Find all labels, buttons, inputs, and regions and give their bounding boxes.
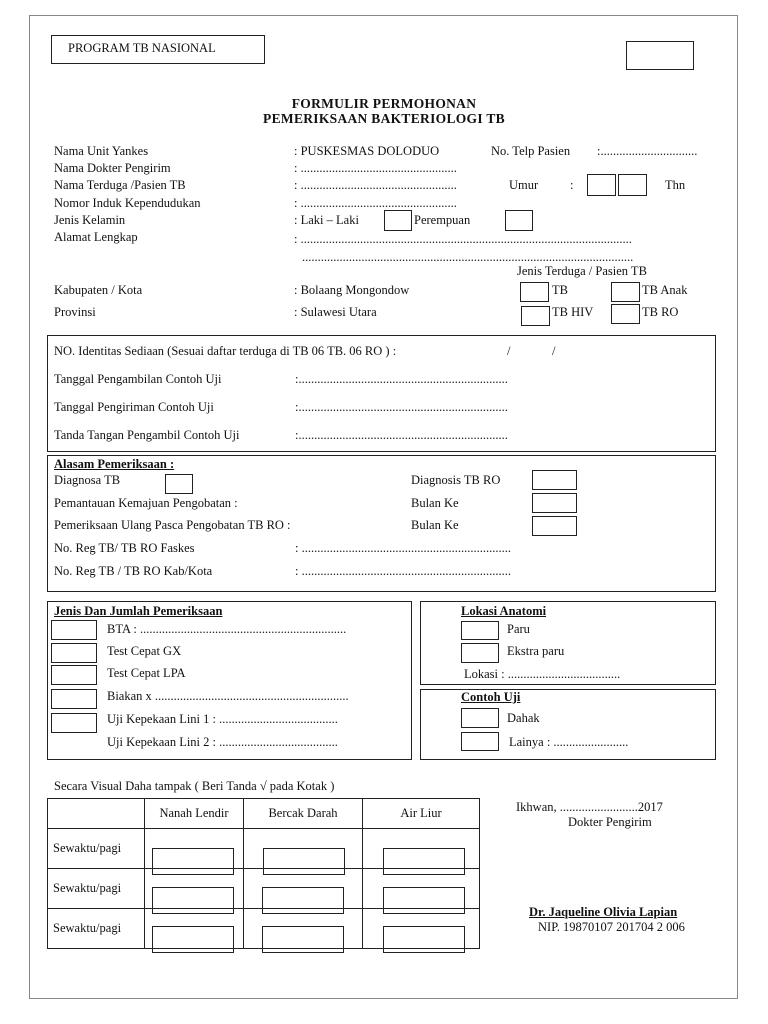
visual-caption: Secara Visual Daha tampak ( Beri Tanda √ pada Kotak ) [54, 779, 335, 793]
lainya-checkbox[interactable] [461, 732, 499, 751]
tb-anak-label: TB Anak [642, 283, 688, 297]
no-identitas-label: NO. Identitas Sediaan (Sesuai daftar terduga di TB 06 TB. 06 RO ) : [54, 344, 397, 358]
visual-checkbox-r3-nanah[interactable] [152, 926, 234, 953]
no-identitas-slash-2: / [552, 344, 556, 358]
umur-box-2[interactable] [618, 174, 647, 196]
visual-col-bercak: Bercak Darah [244, 799, 363, 829]
bulan-ke-2-box[interactable] [532, 516, 577, 536]
prov-value: : Sulawesi Utara [294, 305, 377, 319]
bulan-ke-1-label: Bulan Ke [411, 496, 459, 510]
biakan-checkbox[interactable] [51, 689, 97, 709]
jk-laki-label: : Laki – Laki [294, 213, 359, 227]
diagnosa-tb-label: Diagnosa TB [54, 473, 121, 487]
alasan-heading: Alasam Pemeriksaan : [54, 457, 175, 471]
jk-perempuan-checkbox[interactable] [505, 210, 533, 231]
tgl-kirim-label: Tanggal Pengiriman Contoh Uji [54, 400, 214, 414]
reg-faskes-label: No. Reg TB/ TB RO Faskes [54, 541, 195, 555]
tb-hiv-label: TB HIV [552, 305, 594, 319]
ttd-label: Tanda Tangan Pengambil Contoh Uji [54, 428, 240, 442]
paru-checkbox[interactable] [461, 621, 499, 640]
jk-label: Jenis Kelamin [54, 213, 126, 227]
bulan-ke-1-box[interactable] [532, 493, 577, 513]
diagnosis-tb-ro-label: Diagnosis TB RO [411, 473, 501, 487]
visual-checkbox-r1-air[interactable] [383, 848, 465, 875]
visual-row-label-1: Sewaktu/pagi [48, 829, 145, 869]
visual-corner-cell [48, 799, 145, 829]
alamat-field-line2[interactable]: .......................................................................................................... [302, 250, 634, 264]
kab-value: : Bolaang Mongondow [294, 283, 410, 297]
tgl-kirim-field[interactable]: :................................................................... [295, 400, 508, 414]
visual-checkbox-r2-air[interactable] [383, 887, 465, 914]
paru-label: Paru [507, 622, 530, 636]
visual-col-nanah: Nanah Lendir [145, 799, 244, 829]
dokter-label: Nama Dokter Pengirim [54, 161, 171, 175]
visual-checkbox-r1-bercak[interactable] [263, 848, 345, 875]
reg-kab-field[interactable]: : ................................................................... [295, 564, 511, 578]
telp-field[interactable]: :............................... [597, 144, 698, 158]
lpa-label: Test Cepat LPA [107, 666, 186, 680]
ulang-label: Pemeriksaan Ulang Pasca Pengobatan TB RO : [54, 518, 291, 532]
tb-checkbox[interactable] [520, 282, 549, 302]
pasien-label: Nama Terduga /Pasien TB [54, 178, 186, 192]
visual-checkbox-r3-bercak[interactable] [262, 926, 344, 953]
lainya-label: Lainya : ........................ [509, 735, 629, 749]
telp-label: No. Telp Pasien [491, 144, 571, 158]
tb-ro-label: TB RO [642, 305, 679, 319]
reg-kab-label: No. Reg TB / TB RO Kab/Kota [54, 564, 213, 578]
jk-perempuan-label: Perempuan [414, 213, 471, 227]
dahak-label: Dahak [507, 711, 540, 725]
diagnosa-tb-checkbox[interactable] [165, 474, 193, 494]
nik-field[interactable]: : .................................................. [294, 196, 457, 210]
jenis-heading: Jenis Dan Jumlah Pemeriksaan [54, 604, 223, 618]
ekstra-paru-checkbox[interactable] [461, 643, 499, 663]
form-number-box[interactable] [626, 41, 694, 70]
prov-label: Provinsi [54, 305, 96, 319]
unit-value: : PUSKESMAS DOLODUO [294, 144, 440, 158]
bta-label: BTA : .................................................................. [107, 622, 347, 636]
jk-laki-checkbox[interactable] [384, 210, 412, 231]
dahak-checkbox[interactable] [461, 708, 499, 728]
signature-name: Dr. Jaqueline Olivia Lapian [529, 905, 678, 919]
visual-checkbox-r3-air[interactable] [383, 926, 465, 953]
lokasi-heading: Lokasi Anatomi [461, 604, 547, 618]
nik-label: Nomor Induk Kependudukan [54, 196, 201, 210]
unit-label: Nama Unit Yankes [54, 144, 149, 158]
visual-checkbox-r1-nanah[interactable] [152, 848, 234, 875]
tb-ro-checkbox[interactable] [611, 304, 640, 324]
diagnosis-tb-ro-checkbox[interactable] [532, 470, 577, 490]
no-identitas-slash-1: / [507, 344, 511, 358]
visual-row-label-3: Sewaktu/pagi [48, 909, 145, 949]
thn-label: Thn [665, 178, 686, 192]
lpa-checkbox[interactable] [51, 665, 97, 685]
form-title-line1: FORMULIR PERMOHONAN [291, 96, 477, 111]
bta-checkbox[interactable] [51, 620, 97, 640]
signature-place-date: Ikhwan, .........................2017 [516, 800, 663, 814]
visual-row-label-2: Sewaktu/pagi [48, 869, 145, 909]
program-label: PROGRAM TB NASIONAL [68, 41, 216, 55]
ekstra-paru-label: Ekstra paru [507, 644, 565, 658]
jenis-terduga-label: Jenis Terduga / Pasien TB [517, 264, 647, 278]
gx-checkbox[interactable] [51, 643, 97, 663]
tb-hiv-checkbox[interactable] [521, 306, 550, 326]
lini1-label: Uji Kepekaan Lini 1 : ...................................... [107, 712, 338, 726]
visual-checkbox-r2-bercak[interactable] [262, 887, 344, 914]
dokter-field[interactable]: : .................................................. [294, 161, 457, 175]
visual-col-air-liur: Air Liur [363, 799, 480, 829]
alamat-field-line1[interactable]: : .......................................................................................................... [294, 232, 632, 246]
signature-nip: NIP. 19870107 201704 2 006 [538, 920, 685, 934]
biakan-label: Biakan x .............................................................. [107, 689, 349, 703]
tb-anak-checkbox[interactable] [611, 282, 640, 302]
lini2-label: Uji Kepekaan Lini 2 : ...................................... [107, 735, 338, 749]
bulan-ke-2-label: Bulan Ke [411, 518, 459, 532]
contoh-heading: Contoh Uji [461, 690, 521, 704]
pasien-field[interactable]: : .................................................. [294, 178, 457, 192]
form-title-line2: PEMERIKSAAN BAKTERIOLOGI TB [263, 111, 505, 126]
ttd-field[interactable]: :................................................................... [295, 428, 508, 442]
tgl-ambil-label: Tanggal Pengambilan Contoh Uji [54, 372, 222, 386]
lokasi-field[interactable]: Lokasi : .................................... [464, 667, 621, 681]
umur-label: Umur [509, 178, 539, 192]
gx-label: Test Cepat GX [107, 644, 182, 658]
signature-role: Dokter Pengirim [568, 815, 652, 829]
lini1-checkbox[interactable] [51, 713, 97, 733]
alamat-label: Alamat Lengkap [54, 230, 138, 244]
umur-colon: : [570, 178, 574, 192]
visual-checkbox-r2-nanah[interactable] [152, 887, 234, 914]
kab-label: Kabupaten / Kota [54, 283, 143, 297]
reg-faskes-field[interactable]: : ................................................................... [295, 541, 511, 555]
tgl-ambil-field[interactable]: :................................................................... [295, 372, 508, 386]
tb-label: TB [552, 283, 568, 297]
pemantauan-label: Pemantauan Kemajuan Pengobatan : [54, 496, 238, 510]
umur-box-1[interactable] [587, 174, 616, 196]
